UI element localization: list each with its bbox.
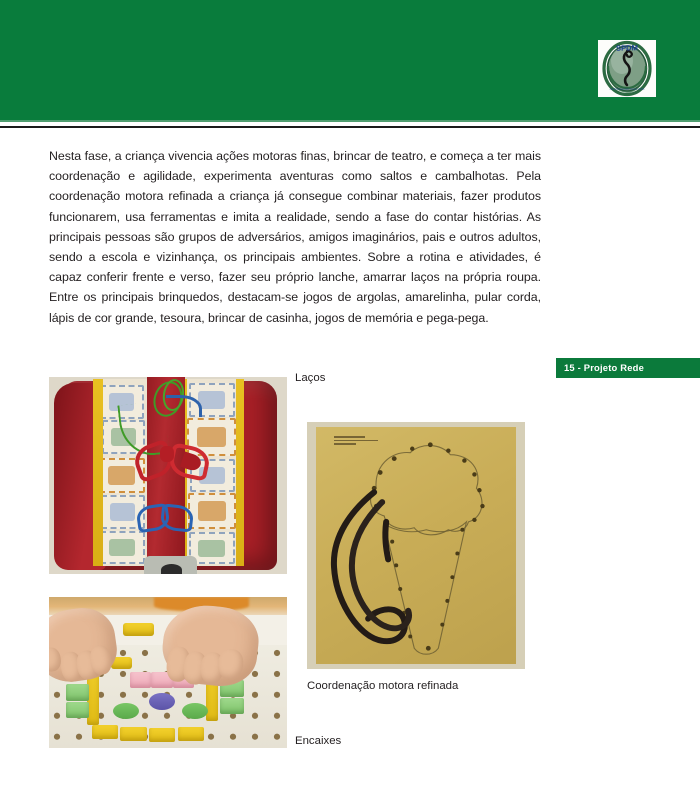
header-band-underline bbox=[0, 120, 700, 122]
green-block bbox=[66, 684, 90, 700]
caption-lacos: Laços bbox=[295, 372, 326, 384]
yellow-block bbox=[178, 727, 204, 740]
yellow-block bbox=[149, 728, 175, 741]
spdm-logo bbox=[598, 40, 656, 97]
yellow-block-held bbox=[123, 623, 154, 637]
figure-lacos bbox=[49, 377, 287, 574]
photo-encaixes bbox=[49, 597, 287, 748]
cardboard-sheet bbox=[316, 427, 517, 664]
photo-lacos bbox=[49, 377, 287, 574]
figure-coordenacao bbox=[307, 422, 525, 669]
green-block bbox=[66, 702, 90, 718]
shoelace-cord bbox=[316, 427, 517, 664]
body-paragraph: Nesta fase, a criança vivencia ações motoras finas, brincar de teatro, e começa a ter mais coordenação e agilidade, experimenta aventuras como saltos e cambalhotas. Pela coordenação motora refinada a criança já consegue combinar materiais, fazer produtos funcionarem, usa ferramentas e imita a realidade, sendo a fase do contar histórias. As principais pessoas são grupos de adversários, amigos imaginários, pais e outros adultos, sendo a escola e vizinhança, os principais ambientes. Sobre a rotina e atividades, é capaz conferir frente e verso, fazer seu próprio lanche, amarrar laços na própria roupa. Entre os principais brinquedos, destacam-se jogos de argolas, amarelinha, pular corda, lápis de cor grande, tesoura, brincar de casinha, jogos de memória e pega-pega. bbox=[49, 149, 541, 325]
yellow-block bbox=[92, 725, 118, 738]
header-horizontal-rule bbox=[0, 126, 700, 128]
figure-encaixes bbox=[49, 597, 287, 748]
caption-coordenacao: Coordenação motora refinada bbox=[307, 680, 459, 692]
yellow-block bbox=[120, 727, 146, 740]
caption-encaixes: Encaixes bbox=[295, 735, 342, 747]
svg-text:SPDM: SPDM bbox=[615, 43, 639, 53]
pink-block bbox=[130, 672, 151, 688]
header-green-band bbox=[0, 0, 700, 120]
page-number-tab: 15 - Projeto Rede bbox=[556, 358, 700, 378]
green-block bbox=[220, 698, 244, 714]
fabric-stripe bbox=[236, 379, 244, 566]
fabric-stripe bbox=[93, 379, 103, 566]
cushion-foot-dark bbox=[161, 564, 182, 574]
svg-text:ASSOCIACAO PAULISTA: ASSOCIACAO PAULISTA bbox=[609, 87, 645, 91]
purple-round-piece bbox=[149, 693, 175, 710]
photo-coordenacao bbox=[307, 422, 525, 669]
red-bow-knot bbox=[160, 446, 174, 462]
